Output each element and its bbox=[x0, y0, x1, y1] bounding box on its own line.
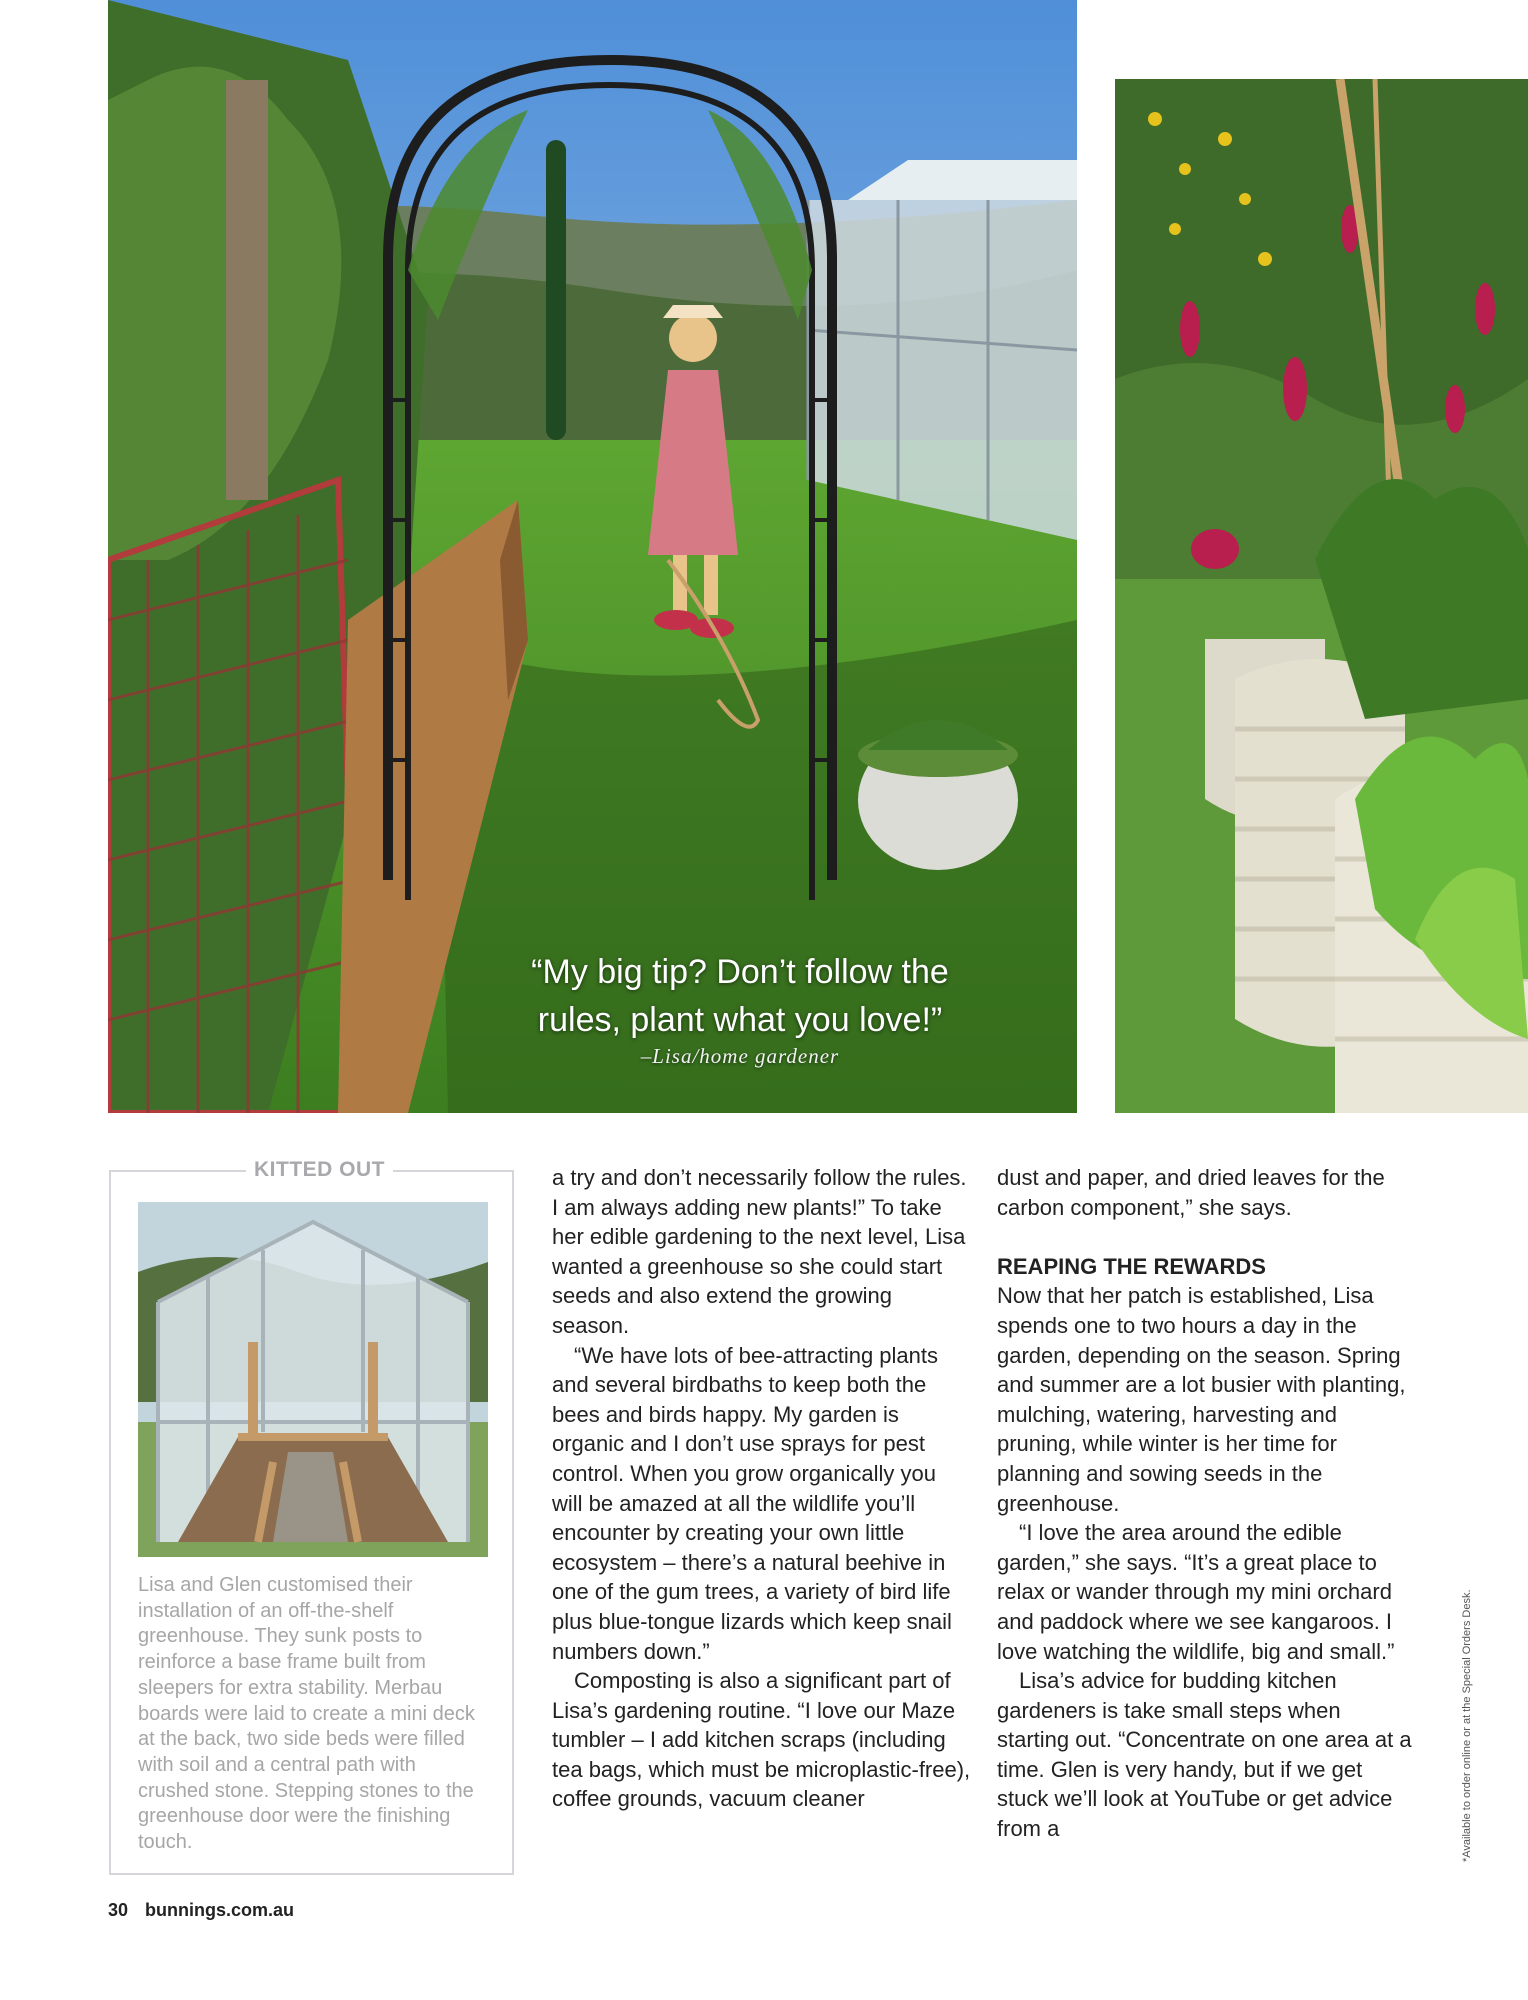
pull-quote bbox=[440, 948, 1040, 1044]
page-footer bbox=[108, 1900, 306, 1921]
box-heading: KITTED OUT bbox=[246, 1158, 393, 1182]
article-paragraph: Composting is also a significant part of Lisa’s gardening routine. “I love our Maze tumbler – I add kitchen scraps (including tea bags, which must be microplastic-free), coffee grounds, vacuum cleaner bbox=[552, 1668, 971, 1812]
pull-quote-line-1: “My big tip? Don’t follow the bbox=[531, 953, 949, 991]
kitted-out-box bbox=[109, 1158, 514, 1875]
page-number: 30 bbox=[108, 1900, 129, 1920]
section-subheading: REAPING THE REWARDS bbox=[997, 1253, 1266, 1279]
article-column-2 bbox=[997, 1163, 1417, 1844]
article-paragraph: “I love the area around the edible garden,” she says. “It’s a great place to relax or wander through my mini orchard and paddock where we see kangaroos. I love watching the wildlife, big and small.” bbox=[997, 1520, 1395, 1664]
raised-beds-photo bbox=[1115, 79, 1528, 1113]
article-paragraph: “We have lots of bee-attracting plants and several birdbaths to keep both the bees and birds happy. My garden is organic and I don’t use sprays for pest control. When you grow organically you will be amazed at all the wildlife you’ll encounter by creating your own little ecosystem – there’s a natural beehive in one of the gum trees, a variety of bird life plus blue-tongue lizards which keep snail numbers down.” bbox=[552, 1342, 952, 1664]
greenhouse-photo bbox=[138, 1202, 488, 1557]
availability-note bbox=[1461, 1548, 1479, 1864]
availability-note-text: *Available to order online or at the Special Orders Desk. bbox=[1461, 1589, 1473, 1862]
box-caption: Lisa and Glen customised their installation of an off-the-shelf greenhouse. They sunk posts to reinforce a base frame built from sleepers for extra stability. Merbau boards were laid to create a mini deck at the back, two side beds were filled with soil and a central path with crushed stone. Stepping stones to the greenhouse door were the finishing touch. bbox=[138, 1574, 475, 1854]
article-paragraph: a try and don’t necessarily follow the rules. I am always adding new plants!” To take her edible gardening to the next level, Lisa wanted a greenhouse so she could start seeds and also extend the growing season. bbox=[552, 1165, 967, 1338]
pull-quote-attribution: –Lisa/home gardener bbox=[640, 1044, 840, 1068]
garden-arch-photo bbox=[108, 0, 1077, 1113]
article-paragraph: Now that her patch is established, Lisa spends one to two hours a day in the garden, depending on the season. Spring and summer are a lot busier with planting, mulching, watering, harvesting and pruning, while winter is her time for planning and sowing seeds in the greenhouse. bbox=[997, 1283, 1406, 1516]
footer-site-link[interactable]: bunnings.com.au bbox=[145, 1900, 295, 1920]
pull-quote-line-2: rules, plant what you love!” bbox=[537, 1001, 943, 1039]
article-column-1 bbox=[552, 1163, 972, 1814]
article-paragraph: dust and paper, and dried leaves for the carbon component,” she says. bbox=[997, 1165, 1385, 1220]
article-paragraph: Lisa’s advice for budding kitchen gardeners is take small steps when starting out. “Concentrate on one area at a time. Glen is very handy, but if we get stuck we’ll look at YouTube or get advice from a bbox=[997, 1668, 1412, 1842]
